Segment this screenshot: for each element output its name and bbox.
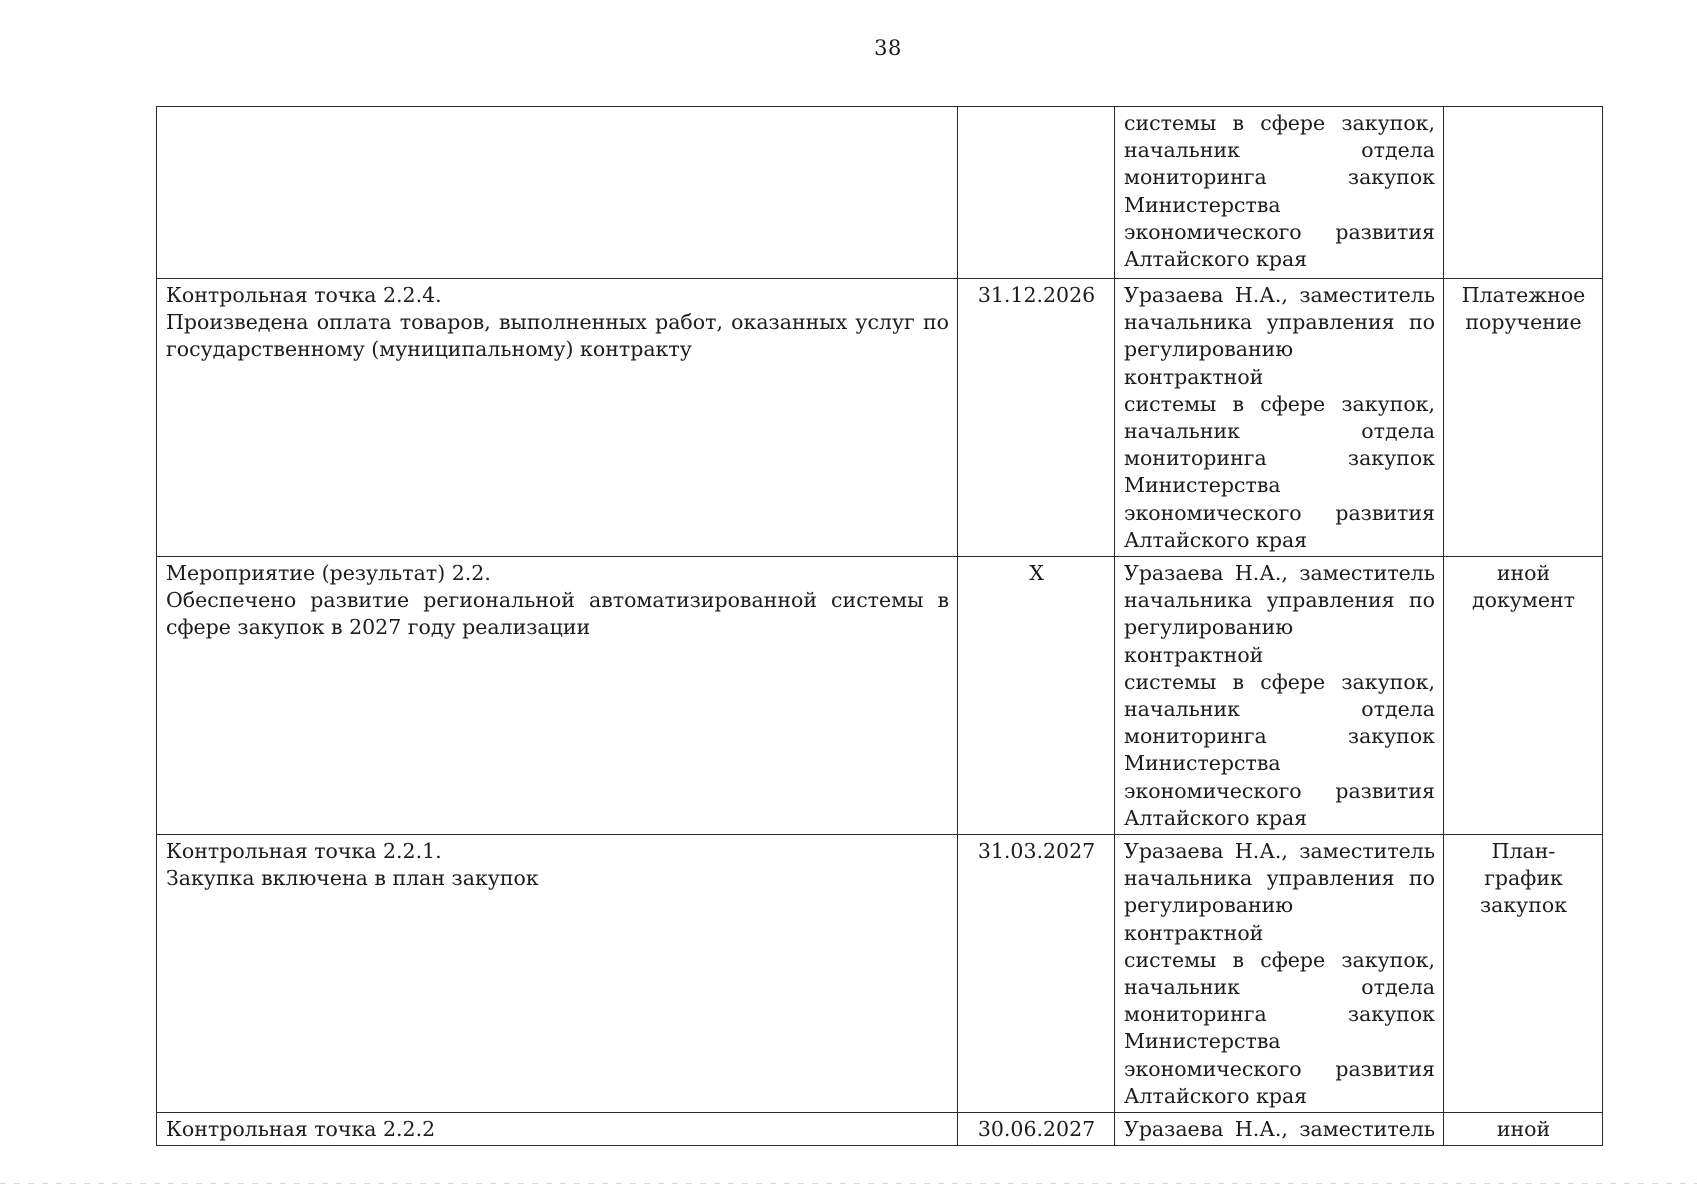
responsible-line: системы в сфере закупок,: [1124, 111, 1435, 135]
responsible-line: экономического развития: [1124, 219, 1435, 244]
responsible-line: системы в сфере закупок,: [1124, 391, 1435, 416]
table-row: [157, 1113, 1603, 1146]
responsible-line: Уразаева Н.А., заместитель: [1124, 283, 1435, 307]
responsible-line: регулированию контрактной: [1124, 337, 1294, 389]
responsible-line: системы в сфере закупок,: [1124, 947, 1435, 972]
responsible-line: регулированию контрактной: [1124, 615, 1294, 667]
document-cell: [1444, 107, 1603, 279]
date-cell: X: [958, 557, 1115, 835]
responsible-line: Алтайского края: [1124, 1083, 1308, 1108]
responsible-line: системы в сфере закупок,: [1124, 669, 1435, 694]
responsible-line: Алтайского края: [1124, 527, 1308, 552]
title-cell: Контрольная точка 2.2.4. Произведена оплата товаров, выполненных работ, оказанных услуг по государственному (муниципальному) контракту: [157, 279, 958, 557]
document-cell: План-график закупок: [1444, 835, 1603, 1113]
table-row: [157, 279, 1603, 557]
responsible-line: начальник отдела: [1124, 975, 1435, 1000]
responsible-line: Алтайского края: [1124, 247, 1308, 272]
responsible-line: мониторинга закупок: [1124, 446, 1435, 471]
responsible-line: регулированию контрактной: [1124, 893, 1294, 945]
document-cell: иной: [1444, 1113, 1603, 1146]
title-cell: Контрольная точка 2.2.2: [157, 1113, 958, 1146]
responsible-line: Уразаева Н.А., заместитель: [1124, 1117, 1435, 1142]
responsible-line: Уразаева Н.А., заместитель: [1124, 839, 1435, 864]
responsible-line: Министерства: [1124, 192, 1281, 217]
date-cell: [958, 107, 1115, 279]
responsible-line: Уразаева Н.А., заместитель: [1124, 561, 1435, 586]
responsible-line: начальник отдела: [1124, 138, 1435, 163]
page-number: 38: [874, 36, 902, 60]
responsible-line: начальник отдела: [1124, 419, 1435, 444]
responsible-cell: [1115, 279, 1444, 557]
responsible-line: Министерства: [1124, 751, 1281, 776]
responsible-cell: [1115, 557, 1444, 835]
responsible-line: экономического развития: [1124, 1056, 1435, 1081]
responsible-line: начальник отдела: [1124, 697, 1435, 722]
responsible-line: Алтайского края: [1124, 805, 1308, 830]
date-cell: 31.03.2027: [958, 835, 1115, 1113]
responsible-line: мониторинга закупок: [1124, 724, 1435, 749]
document-cell: иной документ: [1444, 557, 1603, 835]
responsible-cell: [1115, 1113, 1444, 1146]
table-row: [157, 557, 1603, 835]
responsible-line: начальника управления по: [1124, 588, 1435, 613]
title-cell: [157, 107, 958, 279]
responsible-line: мониторинга закупок: [1124, 1002, 1435, 1027]
responsible-line: Министерства: [1124, 1029, 1281, 1054]
activity-table: [156, 106, 1603, 1146]
responsible-line: Министерства: [1124, 473, 1281, 498]
responsible-line: мониторинга закупок: [1124, 165, 1435, 190]
document-cell: Платежное поручение: [1444, 279, 1603, 557]
responsible-cell: [1115, 835, 1444, 1113]
title-cell: Мероприятие (результат) 2.2. Обеспечено развитие региональной автоматизированной системы в сфере закупок в 2027 году реализации: [157, 557, 958, 835]
responsible-cell: [1115, 107, 1444, 279]
responsible-line: экономического развития: [1124, 500, 1435, 525]
date-cell: 31.12.2026: [958, 279, 1115, 557]
scan-artifact-line: [0, 1183, 1697, 1184]
table-row: [157, 835, 1603, 1113]
responsible-line: начальника управления по: [1124, 866, 1435, 891]
responsible-line: экономического развития: [1124, 778, 1435, 803]
title-cell: Контрольная точка 2.2.1. Закупка включена в план закупок: [157, 835, 958, 1113]
responsible-line: начальника управления по: [1124, 310, 1435, 335]
table-row: [157, 107, 1603, 279]
date-cell: 30.06.2027: [958, 1113, 1115, 1146]
